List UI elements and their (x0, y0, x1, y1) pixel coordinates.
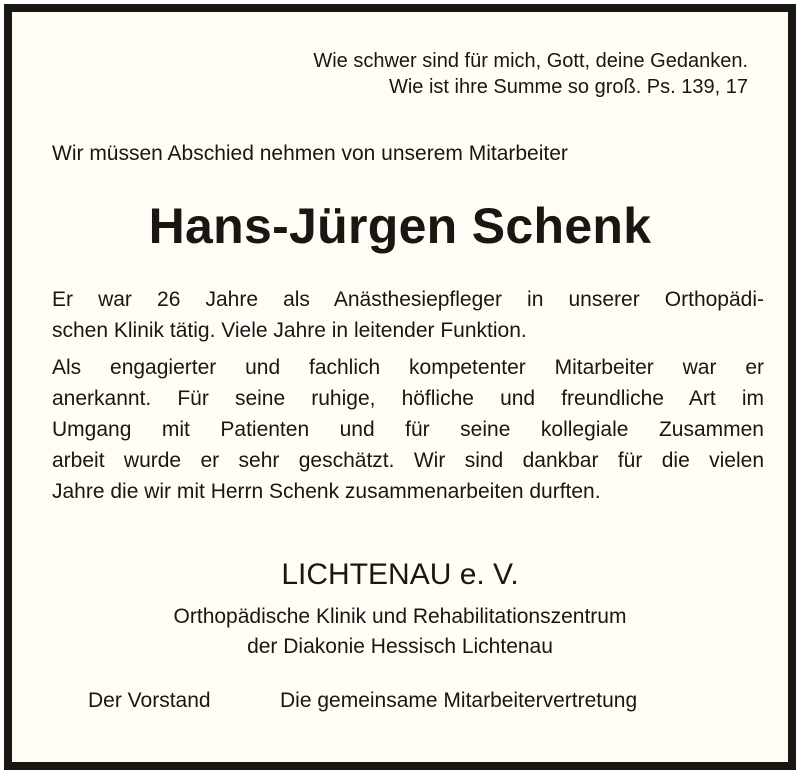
paragraph-line: anerkannt. Für seine ruhige, höfliche und freundliche Art im (52, 387, 764, 410)
organization-description (12, 602, 788, 662)
paragraph-line: Umgang mit Patienten und für seine kollegiale Zusammen (52, 418, 764, 441)
verse-line-2: Wie ist ihre Summe so groß. Ps. 139, 17 (388, 76, 748, 98)
paragraph-tribute (52, 352, 764, 507)
paragraph-line: schen Klinik tätig. Viele Jahre in leitender Funktion. (52, 319, 527, 342)
bible-verse (313, 48, 748, 100)
signature-board: Der Vorstand (88, 689, 211, 712)
organization-line-2: der Diakonie Hessisch Lichtenau (247, 635, 553, 658)
obituary-notice (4, 4, 796, 770)
verse-line-1: Wie schwer sind für mich, Gott, deine Gedanken. (313, 50, 748, 72)
paragraph-employment (52, 284, 764, 346)
paragraph-line: Jahre die wir mit Herrn Schenk zusammenarbeiten durften. (52, 480, 601, 503)
signature-staff-council: Die gemeinsame Mitarbeitervertretung (280, 689, 638, 712)
paragraph-line: Als engagierter und fachlich kompetenter Mitarbeiter war er (52, 356, 764, 379)
deceased-name: Hans-Jürgen Schenk (148, 198, 652, 254)
organization-name: LICHTENAU e. V. (281, 558, 519, 591)
intro-text: Wir müssen Abschied nehmen von unserem Mitarbeiter (52, 142, 568, 165)
organization-line-1: Orthopädische Klinik und Rehabilitationszentrum (173, 605, 627, 628)
paragraph-line: Er war 26 Jahre als Anästhesiepfleger in unserer Orthopädi- (52, 288, 764, 311)
paragraph-line: arbeit wurde er sehr geschätzt. Wir sind dankbar für die vielen (52, 449, 764, 472)
